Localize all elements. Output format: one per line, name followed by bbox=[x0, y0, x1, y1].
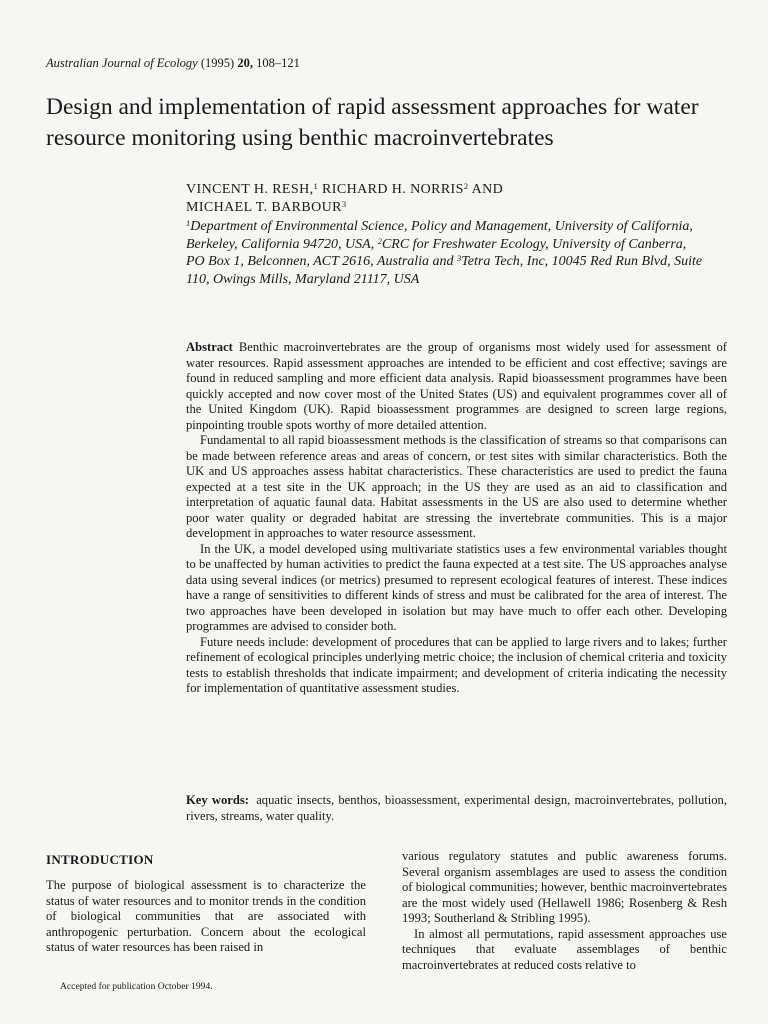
affiliation-3-marker: 3 bbox=[457, 253, 462, 264]
abstract-heading: Abstract bbox=[186, 340, 233, 354]
author-list bbox=[186, 181, 716, 217]
abstract-paragraph-4: Future needs include: development of procedures that can be applied to large rivers and to lakes; further refinement of ecological principles underlying metric choice; the inclusion of chemical criteria and toxicity tests to establish thresholds that indicate impairment; and development of criteria indicating the necessity for implementation of quantitative assessment studies. bbox=[186, 634, 727, 695]
author-and: AND bbox=[471, 182, 504, 197]
author-3-marker: 3 bbox=[341, 199, 347, 209]
abstract-paragraph-2: Fundamental to all rapid bioassessment methods is the classification of streams so that comparisons can be made between reference areas and areas of concern, or test sites with similar characteristics. Both the UK and US approaches assess habitat characteristics. These characteristics are used to predict the fauna expected at a test site in the UK approach; in the US they are used as an aid to classification and interpretation of aquatic faunal data. Habitat assessments in the US are also used to determine whether poor water quality or degraded habitat are stressing the invertebrate communities. This is a major development in approaches to water resource assessment. bbox=[186, 433, 727, 540]
affiliation-1-marker: 1 bbox=[186, 218, 191, 228]
introduction-left-column bbox=[46, 878, 366, 956]
author-2: RICHARD H. NORRIS bbox=[322, 182, 464, 197]
abstract bbox=[186, 340, 727, 697]
journal-citation bbox=[46, 56, 300, 71]
introduction-heading: INTRODUCTION bbox=[46, 852, 154, 867]
paper-title: Design and implementation of rapid assessment approaches for water resource monitoring using benthic macroinvertebrates bbox=[46, 94, 699, 151]
affiliation-2-marker: 2 bbox=[377, 235, 382, 246]
journal-year: (1995) bbox=[200, 56, 235, 70]
author-1-marker: 1 bbox=[313, 181, 319, 191]
introduction-paragraph-1: The purpose of biological assessment is to characterize the status of water resources and to monitor trends in the condition of biological communities that are associated with anthropogenic perturbation. Concern about the ecological status of water resources has been raised in bbox=[46, 878, 366, 954]
keywords-text: aquatic insects, benthos, bioassessment, experimental design, macroinvertebrates, pollution, rivers, streams, water quality. bbox=[186, 793, 727, 823]
author-3: MICHAEL T. BARBOUR bbox=[186, 200, 342, 215]
author-1: VINCENT H. RESH, bbox=[186, 182, 314, 197]
abstract-text-1: Benthic macroinvertebrates are the group of organisms most widely used for assessment of water resources. Rapid assessment approaches are intended to be efficient and cost effective; savings are found in reduced sampling and more efficient data analysis. Rapid bioassessment programmes have been quickly accepted and now cover most of the United States (US) and equivalent programmes cover all of the United Kingdom (UK). Rapid bioassessment programmes are designed to screen large regions, pinpointing trouble spots worthy of more detailed attention. bbox=[186, 340, 727, 432]
affiliation-1: Department of Environmental Science, Policy and Management, University of California, Berkeley, California 94720, USA, bbox=[186, 219, 693, 252]
introduction-paragraph-1-continued: various regulatory statutes and public awareness forums. Several organism assemblages are used to assess the condition of biological communities; however, benthic macroinvertebrates are the most widely used (Hellawell 1986; Rosenberg & Resh 1993; Southerland & Stribling 1995). bbox=[402, 849, 727, 925]
abstract-paragraph-1 bbox=[186, 340, 727, 433]
introduction-right-column bbox=[402, 849, 727, 973]
journal-pages: 108–121 bbox=[256, 56, 300, 70]
affiliations bbox=[186, 218, 706, 288]
author-2-marker: 2 bbox=[463, 181, 469, 191]
journal-volume: 20, bbox=[237, 56, 253, 70]
journal-name: Australian Journal of Ecology bbox=[46, 56, 198, 70]
accepted-footnote: Accepted for publication October 1994. bbox=[60, 981, 213, 992]
abstract-paragraph-3: In the UK, a model developed using multivariate statistics uses a few environmental variables thought to be unaffected by human activities to predict the fauna expected at a test site. The US approaches analyse data using several indices (or metrics) presumed to represent ecological features of interest. These indices have a range of sensitivities to different kinds of stress and must be calibrated for the area of interest. The two approaches have been developed in isolation but may have much to offer each other. Developing programmes are advised to consider both. bbox=[186, 541, 727, 633]
affiliation-2: CRC for Freshwater Ecology, University of Canberra, PO Box 1, Belconnen, ACT 2616, Australia and bbox=[186, 236, 687, 270]
introduction-paragraph-2: In almost all permutations, rapid assessment approaches use techniques that evaluate assemblages of benthic macroinvertebrates at reduced costs relative to bbox=[402, 926, 727, 972]
keywords-heading: Key words: bbox=[186, 793, 249, 807]
affiliation-3: Tetra Tech, Inc, 10045 Red Run Blvd, Suite 110, Owings Mills, Maryland 21117, USA bbox=[186, 254, 703, 287]
keywords bbox=[186, 793, 727, 824]
